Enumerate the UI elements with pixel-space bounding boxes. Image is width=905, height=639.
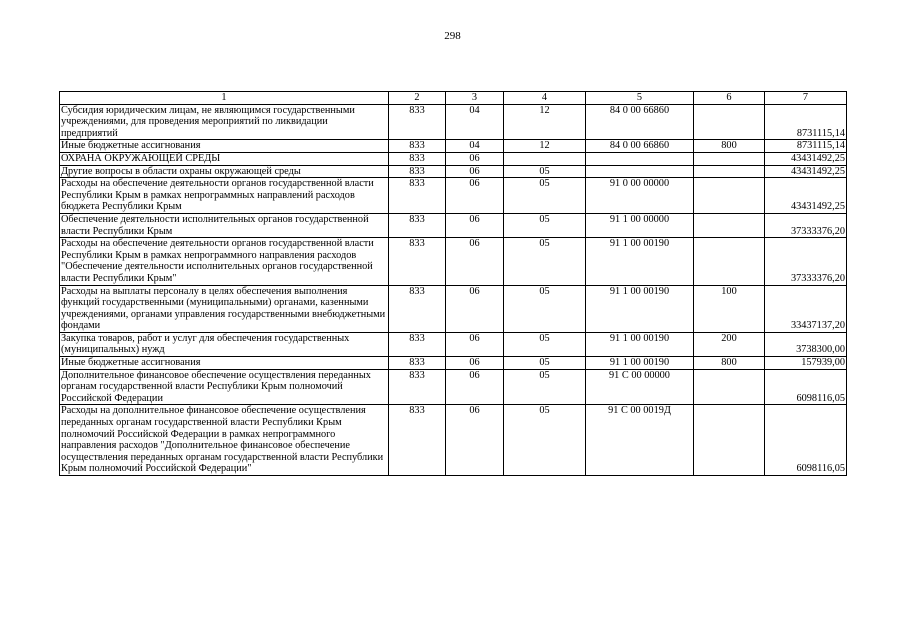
cell-ministry: 833 xyxy=(389,140,446,153)
cell-target-article: 91 С 00 0019Д xyxy=(586,405,694,476)
cell-section: 06 xyxy=(446,213,504,237)
cell-target-article: 91 1 00 00190 xyxy=(586,357,694,370)
cell-amount: 43431492,25 xyxy=(765,178,847,214)
cell-ministry: 833 xyxy=(389,405,446,476)
cell-expense-type xyxy=(694,369,765,405)
column-header-name: 1 xyxy=(60,92,389,105)
cell-amount: 8731115,14 xyxy=(765,104,847,140)
cell-subsection: 12 xyxy=(504,140,586,153)
table-row xyxy=(60,369,847,405)
cell-expense-type: 100 xyxy=(694,285,765,332)
column-header-subsection: 4 xyxy=(504,92,586,105)
cell-ministry: 833 xyxy=(389,369,446,405)
cell-section: 06 xyxy=(446,405,504,476)
cell-amount: 6098116,05 xyxy=(765,369,847,405)
cell-section: 04 xyxy=(446,140,504,153)
cell-expense-type xyxy=(694,104,765,140)
cell-subsection: 05 xyxy=(504,213,586,237)
column-header-expense-type: 6 xyxy=(694,92,765,105)
cell-section: 06 xyxy=(446,238,504,285)
cell-section: 06 xyxy=(446,332,504,356)
cell-subsection: 12 xyxy=(504,104,586,140)
cell-subsection xyxy=(504,152,586,165)
table-row xyxy=(60,178,847,214)
cell-target-article: 91 1 00 00190 xyxy=(586,285,694,332)
cell-expense-type xyxy=(694,213,765,237)
cell-name: Обеспечение деятельности исполнительных органов государственной власти Республики Крым xyxy=(60,213,389,237)
cell-name: Другие вопросы в области охраны окружающей среды xyxy=(60,165,389,178)
cell-subsection: 05 xyxy=(504,285,586,332)
cell-name: Дополнительное финансовое обеспечение осуществления переданных органам государственной власти Республики Крым полномочий Российской Федерации xyxy=(60,369,389,405)
cell-name: Субсидия юридическим лицам, не являющимся государственными учреждениями, для проведения мероприятий по ликвидации предприятий xyxy=(60,104,389,140)
cell-amount: 6098116,05 xyxy=(765,405,847,476)
column-header-ministry: 2 xyxy=(389,92,446,105)
cell-subsection: 05 xyxy=(504,357,586,370)
cell-ministry: 833 xyxy=(389,165,446,178)
cell-subsection: 05 xyxy=(504,238,586,285)
cell-name: Расходы на выплаты персоналу в целях обеспечения выполнения функций государственными (муниципальными) органами, казенными учреждениями, органами управления государственными внебюджетными фондами xyxy=(60,285,389,332)
cell-subsection: 05 xyxy=(504,369,586,405)
cell-ministry: 833 xyxy=(389,178,446,214)
table-row xyxy=(60,332,847,356)
table-header-row xyxy=(60,92,847,105)
cell-name: ОХРАНА ОКРУЖАЮЩЕЙ СРЕДЫ xyxy=(60,152,389,165)
cell-name: Расходы на обеспечение деятельности органов государственной власти Республики Крым в рамках непрограммных направлений расходов бюджета Республики Крым xyxy=(60,178,389,214)
cell-amount: 43431492,25 xyxy=(765,152,847,165)
cell-target-article xyxy=(586,152,694,165)
cell-ministry: 833 xyxy=(389,152,446,165)
table-row xyxy=(60,165,847,178)
cell-ministry: 833 xyxy=(389,357,446,370)
table-row xyxy=(60,152,847,165)
cell-section: 06 xyxy=(446,357,504,370)
column-header-amount: 7 xyxy=(765,92,847,105)
cell-target-article: 84 0 00 66860 xyxy=(586,104,694,140)
cell-target-article: 91 1 00 00000 xyxy=(586,213,694,237)
column-header-target-article: 5 xyxy=(586,92,694,105)
cell-section: 06 xyxy=(446,369,504,405)
cell-ministry: 833 xyxy=(389,332,446,356)
cell-name: Закупка товаров, работ и услуг для обеспечения государственных (муниципальных) нужд xyxy=(60,332,389,356)
cell-name: Иные бюджетные ассигнования xyxy=(60,357,389,370)
cell-expense-type xyxy=(694,152,765,165)
cell-section: 06 xyxy=(446,178,504,214)
cell-name: Расходы на обеспечение деятельности органов государственной власти Республики Крым в рамках непрограммного направления расходов "Обеспечение деятельности исполнительных органов государственной власти Республики Крым" xyxy=(60,238,389,285)
cell-amount: 37333376,20 xyxy=(765,238,847,285)
cell-name: Расходы на дополнительное финансовое обеспечение осуществления переданных органам государственной власти Республики Крым полномочий Российской Федерации в рамках непрограммного направления расходов "Дополнительное финансовое обеспечение осуществления переданных органам государственной власти Республики Крым полномочий Российской Федерации" xyxy=(60,405,389,476)
cell-target-article: 84 0 00 66860 xyxy=(586,140,694,153)
cell-expense-type xyxy=(694,238,765,285)
table-row xyxy=(60,405,847,476)
cell-amount: 157939,00 xyxy=(765,357,847,370)
cell-subsection: 05 xyxy=(504,178,586,214)
table-row xyxy=(60,213,847,237)
table-row xyxy=(60,140,847,153)
cell-ministry: 833 xyxy=(389,285,446,332)
cell-ministry: 833 xyxy=(389,213,446,237)
cell-section: 04 xyxy=(446,104,504,140)
cell-ministry: 833 xyxy=(389,238,446,285)
table-row xyxy=(60,285,847,332)
cell-target-article: 91 1 00 00190 xyxy=(586,332,694,356)
cell-target-article: 91 1 00 00190 xyxy=(586,238,694,285)
cell-expense-type xyxy=(694,165,765,178)
cell-amount: 43431492,25 xyxy=(765,165,847,178)
cell-expense-type: 800 xyxy=(694,357,765,370)
table-row xyxy=(60,238,847,285)
cell-section: 06 xyxy=(446,152,504,165)
cell-expense-type: 200 xyxy=(694,332,765,356)
cell-subsection: 05 xyxy=(504,165,586,178)
cell-amount: 33437137,20 xyxy=(765,285,847,332)
cell-section: 06 xyxy=(446,285,504,332)
cell-expense-type: 800 xyxy=(694,140,765,153)
cell-section: 06 xyxy=(446,165,504,178)
table-row xyxy=(60,357,847,370)
page-number: 298 xyxy=(444,30,461,42)
cell-amount: 37333376,20 xyxy=(765,213,847,237)
cell-target-article: 91 0 00 00000 xyxy=(586,178,694,214)
cell-target-article: 91 С 00 00000 xyxy=(586,369,694,405)
cell-name: Иные бюджетные ассигнования xyxy=(60,140,389,153)
cell-subsection: 05 xyxy=(504,332,586,356)
cell-amount: 3738300,00 xyxy=(765,332,847,356)
cell-amount: 8731115,14 xyxy=(765,140,847,153)
cell-expense-type xyxy=(694,405,765,476)
budget-table xyxy=(59,91,847,476)
column-header-section: 3 xyxy=(446,92,504,105)
cell-ministry: 833 xyxy=(389,104,446,140)
cell-target-article xyxy=(586,165,694,178)
table-row xyxy=(60,104,847,140)
cell-subsection: 05 xyxy=(504,405,586,476)
cell-expense-type xyxy=(694,178,765,214)
